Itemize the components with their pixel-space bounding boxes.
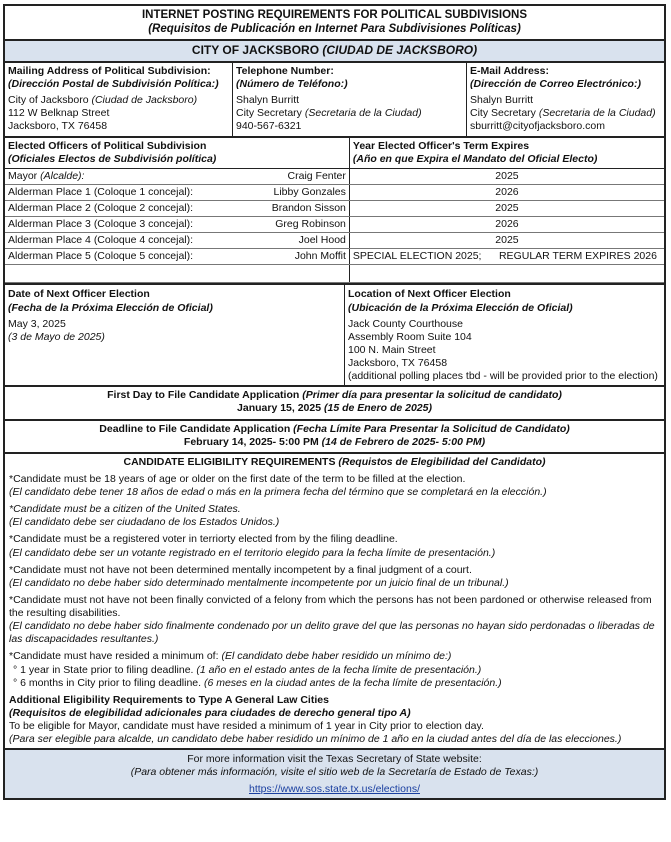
officer-name: Brandon Sisson: [247, 201, 349, 217]
officer-name: Greg Robinson: [247, 217, 349, 233]
deadline-label-es: (Fecha Límite Para Presentar la Solicitud de Candidato): [293, 422, 570, 435]
mailing-line1: City of Jacksboro: [8, 93, 89, 106]
officer-term-year: 2025: [349, 201, 664, 217]
officer-row: [5, 185, 664, 201]
eligibility-item-es: (El candidato no debe haber sido finalmente condenado por un delito grave del que las personas no hayan sido perdonadas o liberadas de las discapacidades resultantes.): [9, 620, 655, 646]
phone-label-es: (Número de Teléfono:): [236, 77, 348, 90]
officer-position: Alderman Place 4: [8, 234, 91, 247]
eligibility-item-en: *Candidate must be a citizen of the United States.: [9, 503, 241, 516]
eligibility-title-es: (Requistos de Elegibilidad del Candidato): [338, 455, 546, 468]
posting-form: [3, 4, 666, 800]
officer-term-year: 2025: [349, 169, 664, 185]
footer-line1: For more information visit the Texas Secretary of State website:: [187, 753, 482, 766]
phone-contact-title-es: (Secretaria de la Ciudad): [304, 106, 422, 119]
residence-sub2-en: ° 6 months in City prior to filing deadline.: [13, 676, 202, 689]
email: [467, 63, 664, 137]
first-day-label-es: (Primer día para presentar la solicitud de candidato): [302, 389, 562, 402]
eligibility-item-en: *Candidate must be a registered voter in terriorty elected from by the filing deadline.: [9, 533, 398, 546]
officer-position: Mayor: [8, 170, 38, 183]
eligibility-item: [9, 594, 660, 647]
location-line: 100 N. Main Street: [348, 343, 436, 356]
officer-position-es: (Coloque 2 concejal):: [93, 202, 194, 215]
officer-position: Alderman Place 1: [8, 186, 91, 199]
email-label-es: (Dirección de Correo Electrónico:): [470, 77, 641, 90]
additional-title-es: (Requisitos de elegibilidad adicionales para ciudades de derecho general tipo A): [9, 706, 411, 719]
officers-col2-label: Year Elected Officer's Term Expires: [352, 140, 530, 153]
location-line: Jacksboro, TX 76458: [348, 357, 448, 370]
email-contact-title: City Secretary: [470, 106, 536, 119]
location-label-es: (Ubicación de la Próxima Elección de Oficial): [348, 301, 573, 314]
email-contact-title-es: (Secretaria de la Ciudad): [538, 106, 656, 119]
eligibility-item-en: *Candidate must be 18 years of age or older on the first date of the term to be filled at the election.: [9, 472, 466, 485]
additional-title: Additional Eligibility Requirements to Type A General Law Cities: [9, 693, 329, 706]
location-line: Jack County Courthouse: [348, 317, 463, 330]
officers-col2-label-es: (Año en que Expira el Mandato del Oficial Electo): [352, 153, 598, 166]
first-day-label: First Day to File Candidate Application: [107, 389, 300, 402]
next-election-date: [5, 285, 345, 385]
residence-en: *Candidate must have resided a minimum of:: [9, 650, 219, 663]
eligibility-item: [9, 533, 660, 559]
officer-position-es: (Coloque 5 concejal):: [93, 250, 194, 263]
eligibility-item: [9, 564, 660, 590]
election-date-es: (3 de Mayo de 2025): [8, 330, 105, 343]
date-label-es: (Fecha de la Próxima Elección de Oficial): [8, 301, 213, 314]
mailing-label: Mailing Address of Political Subdivision:: [8, 64, 211, 77]
next-election-section: [5, 285, 664, 387]
location-line: Assembly Room Suite 104: [348, 330, 472, 343]
residence-sub2-es: (6 meses en la ciudad antes de la fecha límite de presentación.): [203, 676, 502, 689]
additional-es: (Para ser elegible para alcalde, un candidato debe haber residido un mínimo de 1 año en la ciudad antes del día de las elecciones.): [9, 733, 622, 746]
mailing-line3: Jacksboro, TX 76458: [8, 120, 108, 133]
additional-en: To be eligible for Mayor, candidate must have resided a minimum of 1 year in City prior to election day.: [9, 720, 484, 733]
first-day-filing: [5, 387, 664, 420]
eligibility-item-es: (El candidato debe ser ciudadano de los Estados Unidos.): [9, 516, 280, 529]
officer-row: [5, 201, 664, 217]
mailing-label-es: (Dirección Postal de Subdivisión Política:): [8, 77, 219, 90]
phone-label: Telephone Number:: [236, 64, 334, 77]
officers-section: [5, 138, 664, 285]
blank-row: [5, 265, 664, 283]
officer-row: [5, 217, 664, 233]
residence-es: (El candidato debe haber residido un mínimo de:): [221, 650, 452, 663]
mailing-address: [5, 63, 233, 137]
form-header: [5, 6, 664, 41]
email-address: sburritt@cityofjacksboro.com: [470, 120, 605, 133]
sos-elections-link[interactable]: https://www.sos.state.tx.us/elections/: [249, 782, 420, 795]
eligibility-item-en: *Candidate must not have not been finally convicted of a felony from which the persons has not been pardoned or otherwise released from the resulting disabilities.: [9, 593, 652, 620]
footer: [5, 750, 664, 797]
deadline-date: February 14, 2025- 5:00 PM: [183, 435, 319, 448]
officer-name: Libby Gonzales: [247, 185, 349, 201]
officer-term-year: 2026: [349, 217, 664, 233]
first-day-date: January 15, 2025: [237, 402, 322, 415]
email-label: E-Mail Address:: [470, 64, 549, 77]
officer-name: John Moffit: [247, 249, 349, 265]
contact-section: [5, 63, 664, 139]
deadline-label: Deadline to File Candidate Application: [99, 422, 291, 435]
officer-position-es: (Coloque 3 concejal):: [93, 218, 194, 231]
city-name: CITY OF JACKSBORO: [191, 42, 320, 57]
eligibility-item-es: (El candidato debe tener 18 años de edad o más en la primera fecha del término que se completará en la elección.): [9, 486, 547, 499]
officers-col1-label-es: (Oficiales Electos de Subdivisión política): [8, 153, 217, 166]
form-title: INTERNET POSTING REQUIREMENTS FOR POLITICAL SUBDIVISIONS: [141, 9, 528, 21]
residence-requirement: [9, 650, 660, 689]
residence-sub1-en: ° 1 year in State prior to filing deadline.: [13, 663, 194, 676]
mailing-line2: 112 W Belknap Street: [8, 106, 110, 119]
date-label: Date of Next Officer Election: [8, 288, 150, 301]
officer-position-es: (Coloque 1 concejal):: [93, 186, 194, 199]
eligibility-item-en: *Candidate must not have not been determined mentally incompetent by a final judgment of a court.: [9, 563, 472, 576]
city-banner: [5, 41, 664, 63]
city-name-es: (CIUDAD DE JACKSBORO): [322, 42, 478, 57]
eligibility-item-es: (El candidato debe ser un votante registrado en el territorio elegido para la fecha límite de presentación.): [9, 546, 496, 559]
email-contact-name: Shalyn Burritt: [470, 93, 534, 106]
officer-position: Alderman Place 2: [8, 202, 91, 215]
phone-contact-title: City Secretary: [236, 106, 302, 119]
deadline-date-es: (14 de Febrero de 2025- 5:00 PM): [321, 435, 486, 448]
eligibility-title: CANDIDATE ELIGIBILITY REQUIREMENTS: [123, 455, 336, 468]
mailing-line1-es: (Ciudad de Jacksboro): [91, 93, 198, 106]
eligibility-item: [9, 503, 660, 529]
officers-col1-label: Elected Officers of Political Subdivision: [8, 140, 207, 153]
officer-term-year: 2026: [349, 185, 664, 201]
eligibility-section: [5, 454, 664, 751]
telephone: [233, 63, 467, 137]
phone-number: 940-567-6321: [236, 120, 302, 133]
officer-row: [5, 169, 664, 185]
form-subtitle: (Requisitos de Publicación en Internet Para Subdivisiones Políticas): [148, 22, 521, 35]
officer-position: Alderman Place 5: [8, 250, 91, 263]
officer-name: Joel Hood: [247, 233, 349, 249]
eligibility-item: [9, 473, 660, 499]
deadline-filing: [5, 421, 664, 454]
officer-row: [5, 249, 664, 265]
officer-term-year: 2025: [349, 233, 664, 249]
location-label: Location of Next Officer Election: [348, 288, 511, 301]
phone-contact-name: Shalyn Burritt: [236, 93, 300, 106]
officer-position-es: (Alcalde):: [40, 170, 85, 183]
officer-row: [5, 233, 664, 249]
first-day-date-es: (15 de Enero de 2025): [324, 402, 432, 415]
next-election-location: [345, 285, 664, 385]
location-line: (additional polling places tbd - will be provided prior to the election): [348, 370, 658, 383]
officer-position: Alderman Place 3: [8, 218, 91, 231]
footer-line2: (Para obtener más información, visite el sitio web de la Secretaría de Estado de Texas:): [130, 766, 539, 779]
residence-sub1-es: (1 año en el estado antes de la fecha límite de presentación.): [196, 663, 482, 676]
officer-name: Craig Fenter: [247, 169, 349, 185]
election-date: May 3, 2025: [8, 317, 66, 330]
officer-position-es: (Coloque 4 concejal):: [93, 234, 194, 247]
eligibility-item-es: (El candidato no debe haber sido determinado mentalmente incompetente por un juicio final de un tribunal.): [9, 576, 509, 589]
officer-term-year: SPECIAL ELECTION 2025; REGULAR TERM EXPIRES 2026: [349, 249, 664, 265]
